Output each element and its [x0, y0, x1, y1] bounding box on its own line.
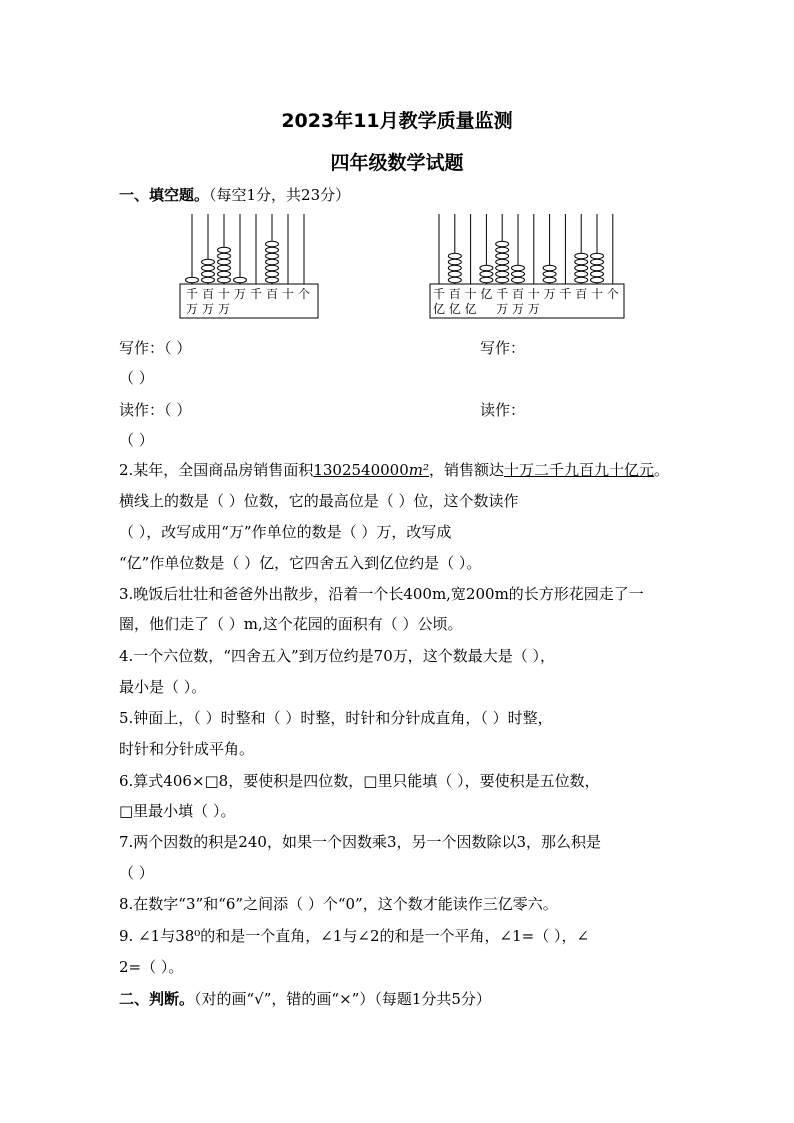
q5-line1: 5.钟面上，（ ）时整和（ ）时整，时针和分针成直角，（ ）时整，: [119, 709, 553, 727]
page-title: 2023年11月教学质量监测: [281, 110, 513, 132]
abacus-right-bead: [448, 259, 461, 264]
page-subtitle: 四年级数学试题: [330, 152, 464, 174]
section2-heading: 二、判断。: [119, 990, 195, 1008]
q3-line1: 3.晚饭后壮壮和爸爸外出散步，沿着一个长400m,宽200m的长方形花园走了一: [119, 585, 644, 603]
abacus-right-place-label: 十: [464, 287, 477, 301]
abacus-right-bead: [480, 265, 493, 270]
abacus-right-place-label: 百: [575, 287, 588, 301]
abacus-left-bead: [218, 259, 231, 264]
q2-area-number: 1302540000: [313, 461, 409, 479]
abacus-left-bead: [218, 253, 231, 258]
abacus-right-place-label: 千: [559, 287, 572, 301]
abacus-left-bead: [218, 277, 231, 282]
abacus-right-bead: [496, 241, 509, 246]
abacus-left-bead: [202, 271, 215, 276]
abacus-left-place-label: 万: [233, 287, 247, 301]
abacus-left-place-label: 百: [201, 287, 215, 301]
abacus-right-place-label: 十: [590, 287, 604, 301]
abacus-right-place-label: 千: [496, 287, 509, 301]
abacus-right-place-label: 千: [432, 287, 446, 301]
abacus-right-place-label: 万: [543, 287, 556, 301]
abacus-right-bead: [496, 253, 509, 258]
abacus-right-place-label: 亿: [480, 287, 493, 301]
abacus-right-place-label: 百: [448, 287, 461, 301]
q2-line1-c: 。: [654, 461, 670, 479]
section1-heading-line: [119, 185, 350, 205]
abacus-right-bead: [591, 277, 604, 282]
q1-read-left: 读作：（ ）: [119, 401, 192, 419]
abacus-left-place-label: 十: [217, 287, 231, 301]
abacus-left-place-label-2: 万: [185, 302, 199, 316]
abacus-left: [180, 214, 318, 318]
abacus-left-bead: [266, 247, 279, 252]
q1-read-cont: （ ）: [119, 431, 154, 449]
abacus-right-bead: [496, 265, 509, 270]
abacus-right-bead: [448, 277, 461, 282]
abacus-right-bead: [480, 271, 493, 276]
abacus-right-place-label-2: 万: [511, 302, 525, 316]
section1-note: （每空1分，共23分）: [209, 186, 351, 204]
abacus-right-bead: [543, 271, 556, 276]
abacus-left-place-label-2: 万: [217, 302, 231, 316]
q2-line1-b: ，销售额达: [429, 461, 505, 479]
abacus-right-bead: [543, 277, 556, 282]
abacus-right-place-label: 十: [527, 287, 540, 301]
abacus-right-bead: [591, 265, 604, 270]
abacus-right-bead: [496, 271, 509, 276]
q2-line4: “亿”作单位数是（ ）亿，它四舍五入到亿位约是（ ）。: [119, 554, 482, 572]
abacus-left-bead: [202, 259, 215, 264]
abacus-left-bead: [266, 241, 279, 246]
q9-line2: 2=（ ）。: [119, 958, 184, 976]
section2-note: （对的画“√”，错的画“×”）（每题1分共5分）: [194, 990, 491, 1008]
abacus-left-bead: [202, 265, 215, 270]
abacus-right: [430, 214, 624, 318]
q2-money: 十万二千九百九十亿元: [504, 461, 655, 479]
abacus-right-bead: [591, 271, 604, 276]
abacus-left-bead: [218, 247, 231, 252]
abacus-right-bead: [575, 277, 588, 282]
abacus-left-bead: [266, 265, 279, 270]
q1-read-right: 读作：: [480, 401, 526, 419]
abacus-left-place-label: 个: [297, 287, 311, 301]
abacus-left-bead: [266, 277, 279, 282]
q2-line1: [119, 460, 669, 480]
abacus-right-bead: [496, 277, 509, 282]
abacus-left-bead: [218, 271, 231, 276]
q4-line1: 4.一个六位数，“四舍五入”到万位约是70万，这个数最大是（ ），: [119, 647, 556, 665]
abacus-figures: [150, 212, 650, 322]
abacus-right-bead: [512, 265, 525, 270]
abacus-left-bead: [266, 259, 279, 264]
q8-line1: 8.在数字“3”和“6”之间添（ ）个“0”，这个数才能读作三亿零六。: [119, 895, 558, 913]
abacus-right-place-label: 个: [606, 287, 619, 301]
abacus-left-bead: [186, 277, 199, 282]
abacus-left-place-label: 千: [185, 287, 199, 301]
abacus-right-place-label-2: 亿: [448, 302, 461, 316]
abacus-left-place-label: 百: [265, 287, 279, 301]
abacus-right-bead: [591, 259, 604, 264]
q5-line2: 时针和分针成平角。: [119, 740, 255, 758]
abacus-left-bead: [218, 265, 231, 270]
abacus-left-place-label-2: 万: [201, 302, 215, 316]
q9-line1: 9. ∠1与38⁰的和是一个直角，∠1与∠2的和是一个平角，∠1=（ ），∠: [119, 927, 590, 945]
abacus-right-bead: [543, 265, 556, 270]
abacus-right-bead: [512, 277, 525, 282]
abacus-left-bead: [234, 277, 247, 282]
abacus-right-bead: [480, 277, 493, 282]
abacus-right-bead: [496, 259, 509, 264]
abacus-left-place-label: 十: [281, 287, 295, 301]
abacus-right-bead: [575, 253, 588, 258]
abacus-right-place-label: 百: [511, 287, 525, 301]
abacus-left-bead: [266, 253, 279, 258]
q1-write-right: 写作：: [480, 339, 526, 357]
q6-line2: □里最小填（ ）。: [119, 802, 236, 820]
abacus-right-place-label-2: 万: [496, 302, 509, 316]
abacus-left-bead: [266, 271, 279, 276]
abacus-right-place-label-2: 万: [527, 302, 540, 316]
q2-area-unit: m²: [408, 461, 430, 479]
q4-line2: 最小是（ ）。: [119, 678, 207, 696]
q1-write-cont: （ ）: [119, 369, 154, 387]
q2-line3: （ ），改写成用“万”作单位的数是（ ）万，改写成: [119, 523, 452, 541]
abacus-right-bead: [575, 271, 588, 276]
abacus-right-bead: [448, 253, 461, 258]
q3-line2: 圈，他们走了（ ）m,这个花园的面积有（ ）公顷。: [119, 615, 463, 633]
abacus-left-place-label: 千: [249, 287, 263, 301]
section1-heading: 一、填空题。: [119, 186, 210, 204]
q7-line1: 7.两个因数的积是240，如果一个因数乘3，另一个因数除以3，那么积是: [119, 833, 602, 851]
q2-line1-a: 2.某年，全国商品房销售面积: [119, 461, 314, 479]
abacus-right-bead: [448, 271, 461, 276]
abacus-left-bead: [202, 277, 215, 282]
abacus-right-bead: [591, 253, 604, 258]
abacus-right-bead: [512, 271, 525, 276]
q2-line2: 横线上的数是（ ）位数，它的最高位是（ ）位，这个数读作: [119, 492, 519, 510]
q6-line1: 6.算式406×□8，要使积是四位数，□里只能填（ ），要使积是五位数，: [119, 772, 600, 790]
abacus-right-bead: [575, 259, 588, 264]
abacus-right-bead: [448, 265, 461, 270]
abacus-right-place-label-2: 亿: [432, 302, 446, 316]
q1-write-left: 写作：（ ）: [119, 339, 192, 357]
section2-heading-line: [119, 989, 491, 1009]
q7-line2: （ ）: [119, 864, 154, 882]
abacus-right-bead: [575, 265, 588, 270]
abacus-right-bead: [496, 247, 509, 252]
abacus-right-place-label-2: 亿: [464, 302, 477, 316]
